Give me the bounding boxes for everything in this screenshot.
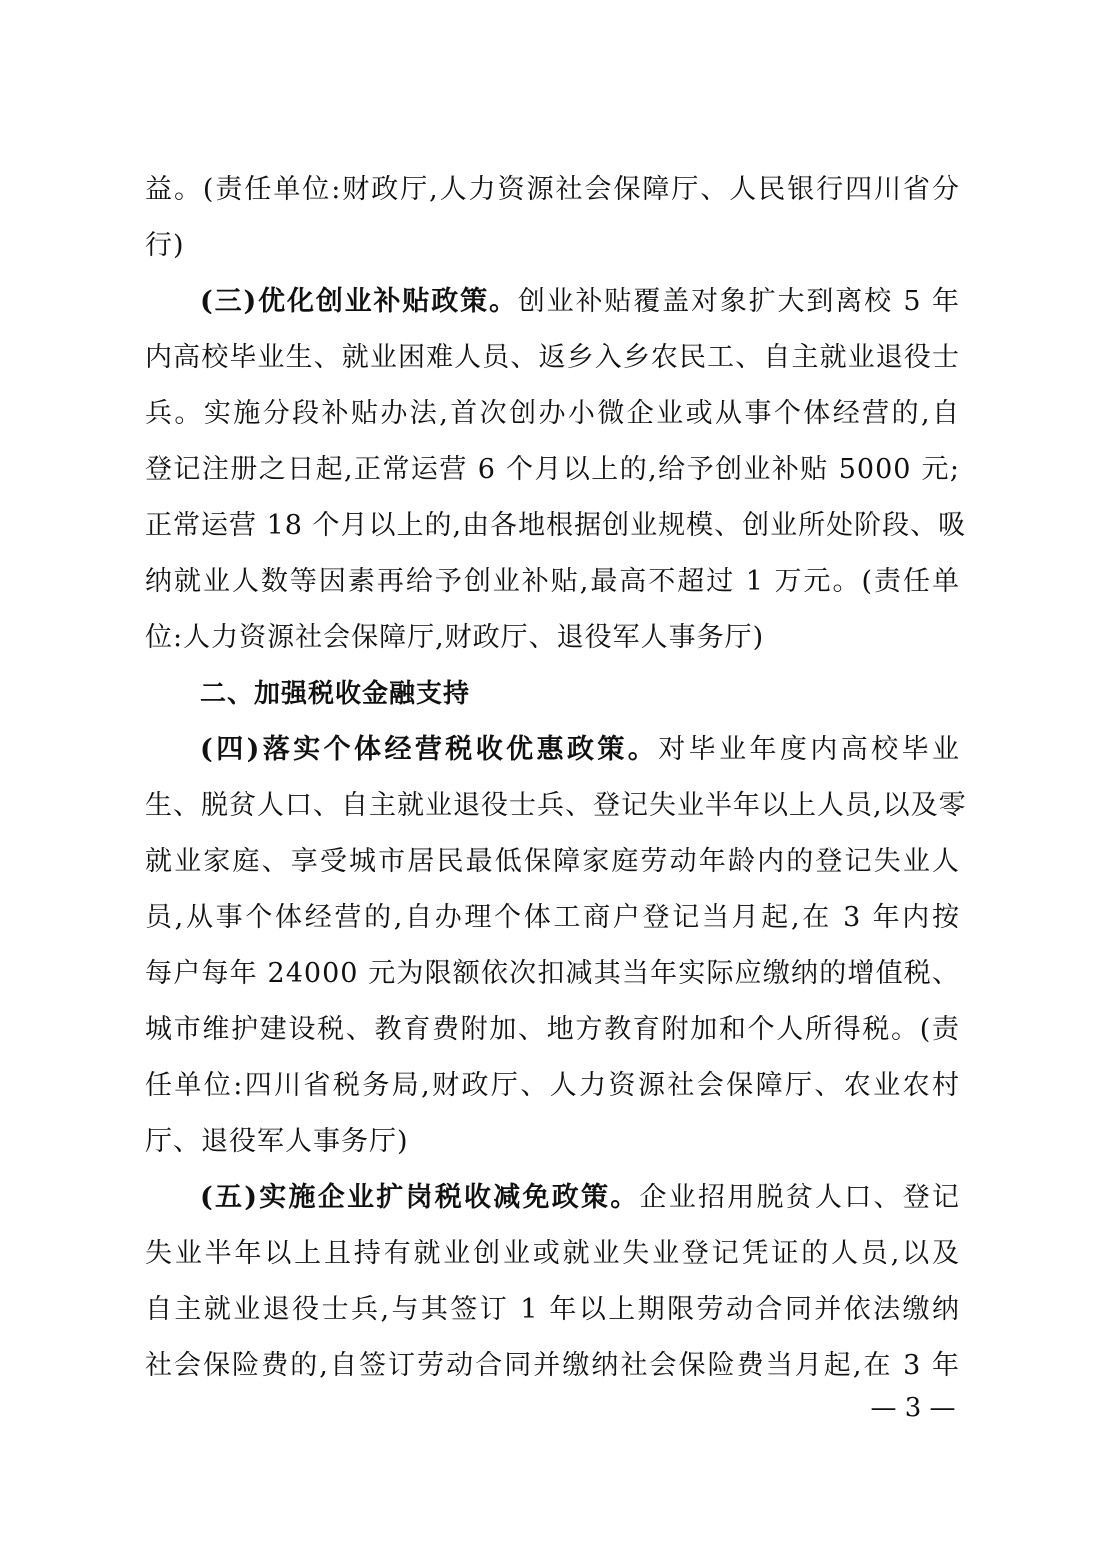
paragraph-4-heading: (四)落实个体经营税收优惠政策。: [200, 734, 659, 765]
text-line: 失业半年以上且持有就业创业或就业失业登记凭证的人员,以及: [145, 1238, 960, 1269]
paragraph-5-first-line: [200, 1182, 960, 1214]
text-line: 兵。实施分段补贴办法,首次创办小微企业或从事个体经营的,自: [145, 398, 960, 429]
text-line: 内高校毕业生、就业困难人员、返乡入乡农民工、自主就业退役士: [145, 342, 960, 373]
text-line: 社会保险费的,自签订劳动合同并缴纳社会保险费当月起,在 3 年: [145, 1350, 960, 1381]
text-line: 位:人力资源社会保障厅,财政厅、退役军人事务厅): [145, 622, 765, 653]
text-line: 任单位:四川省税务局,财政厅、人力资源社会保障厅、农业农村: [145, 1070, 960, 1101]
paragraph-4-first-line: [200, 734, 960, 766]
text-line: 城市维护建设税、教育费附加、地方教育附加和个人所得税。(责: [145, 1014, 960, 1045]
text-line: 厅、退役军人事务厅): [145, 1126, 409, 1157]
section-heading: 二、加强税收金融支持: [200, 679, 471, 709]
page-number: — 3 —: [870, 1393, 956, 1423]
paragraph-5-text: 企业招用脱贫人口、登记: [639, 1182, 960, 1213]
text-line: 每户每年 24000 元为限额依次扣减其当年实际应缴纳的增值税、: [145, 958, 960, 989]
text-line: 行): [145, 230, 185, 261]
text-line: 登记注册之日起,正常运营 6 个月以上的,给予创业补贴 5000 元;: [145, 454, 960, 485]
paragraph-3-heading: (三)优化创业补贴政策。: [200, 286, 518, 317]
text-line: 纳就业人数等因素再给予创业补贴,最高不超过 1 万元。(责任单: [145, 566, 960, 597]
paragraph-3-text: 创业补贴覆盖对象扩大到离校 5 年: [517, 286, 961, 317]
text-line: 自主就业退役士兵,与其签订 1 年以上期限劳动合同并依法缴纳: [145, 1294, 960, 1325]
text-line: 员,从事个体经营的,自办理个体工商户登记当月起,在 3 年内按: [145, 902, 960, 933]
paragraph-4-text: 对毕业年度内高校毕业: [658, 734, 960, 765]
paragraph-5-heading: (五)实施企业扩岗税收减免政策。: [200, 1182, 640, 1213]
text-line: 益。(责任单位:财政厅,人力资源社会保障厅、人民银行四川省分: [145, 174, 960, 205]
text-line: 生、脱贫人口、自主就业退役士兵、登记失业半年以上人员,以及零: [145, 790, 967, 821]
text-line: 就业家庭、享受城市居民最低保障家庭劳动年龄内的登记失业人: [145, 846, 960, 877]
text-line: 正常运营 18 个月以上的,由各地根据创业规模、创业所处阶段、吸: [145, 510, 967, 541]
paragraph-3-first-line: [200, 286, 960, 318]
